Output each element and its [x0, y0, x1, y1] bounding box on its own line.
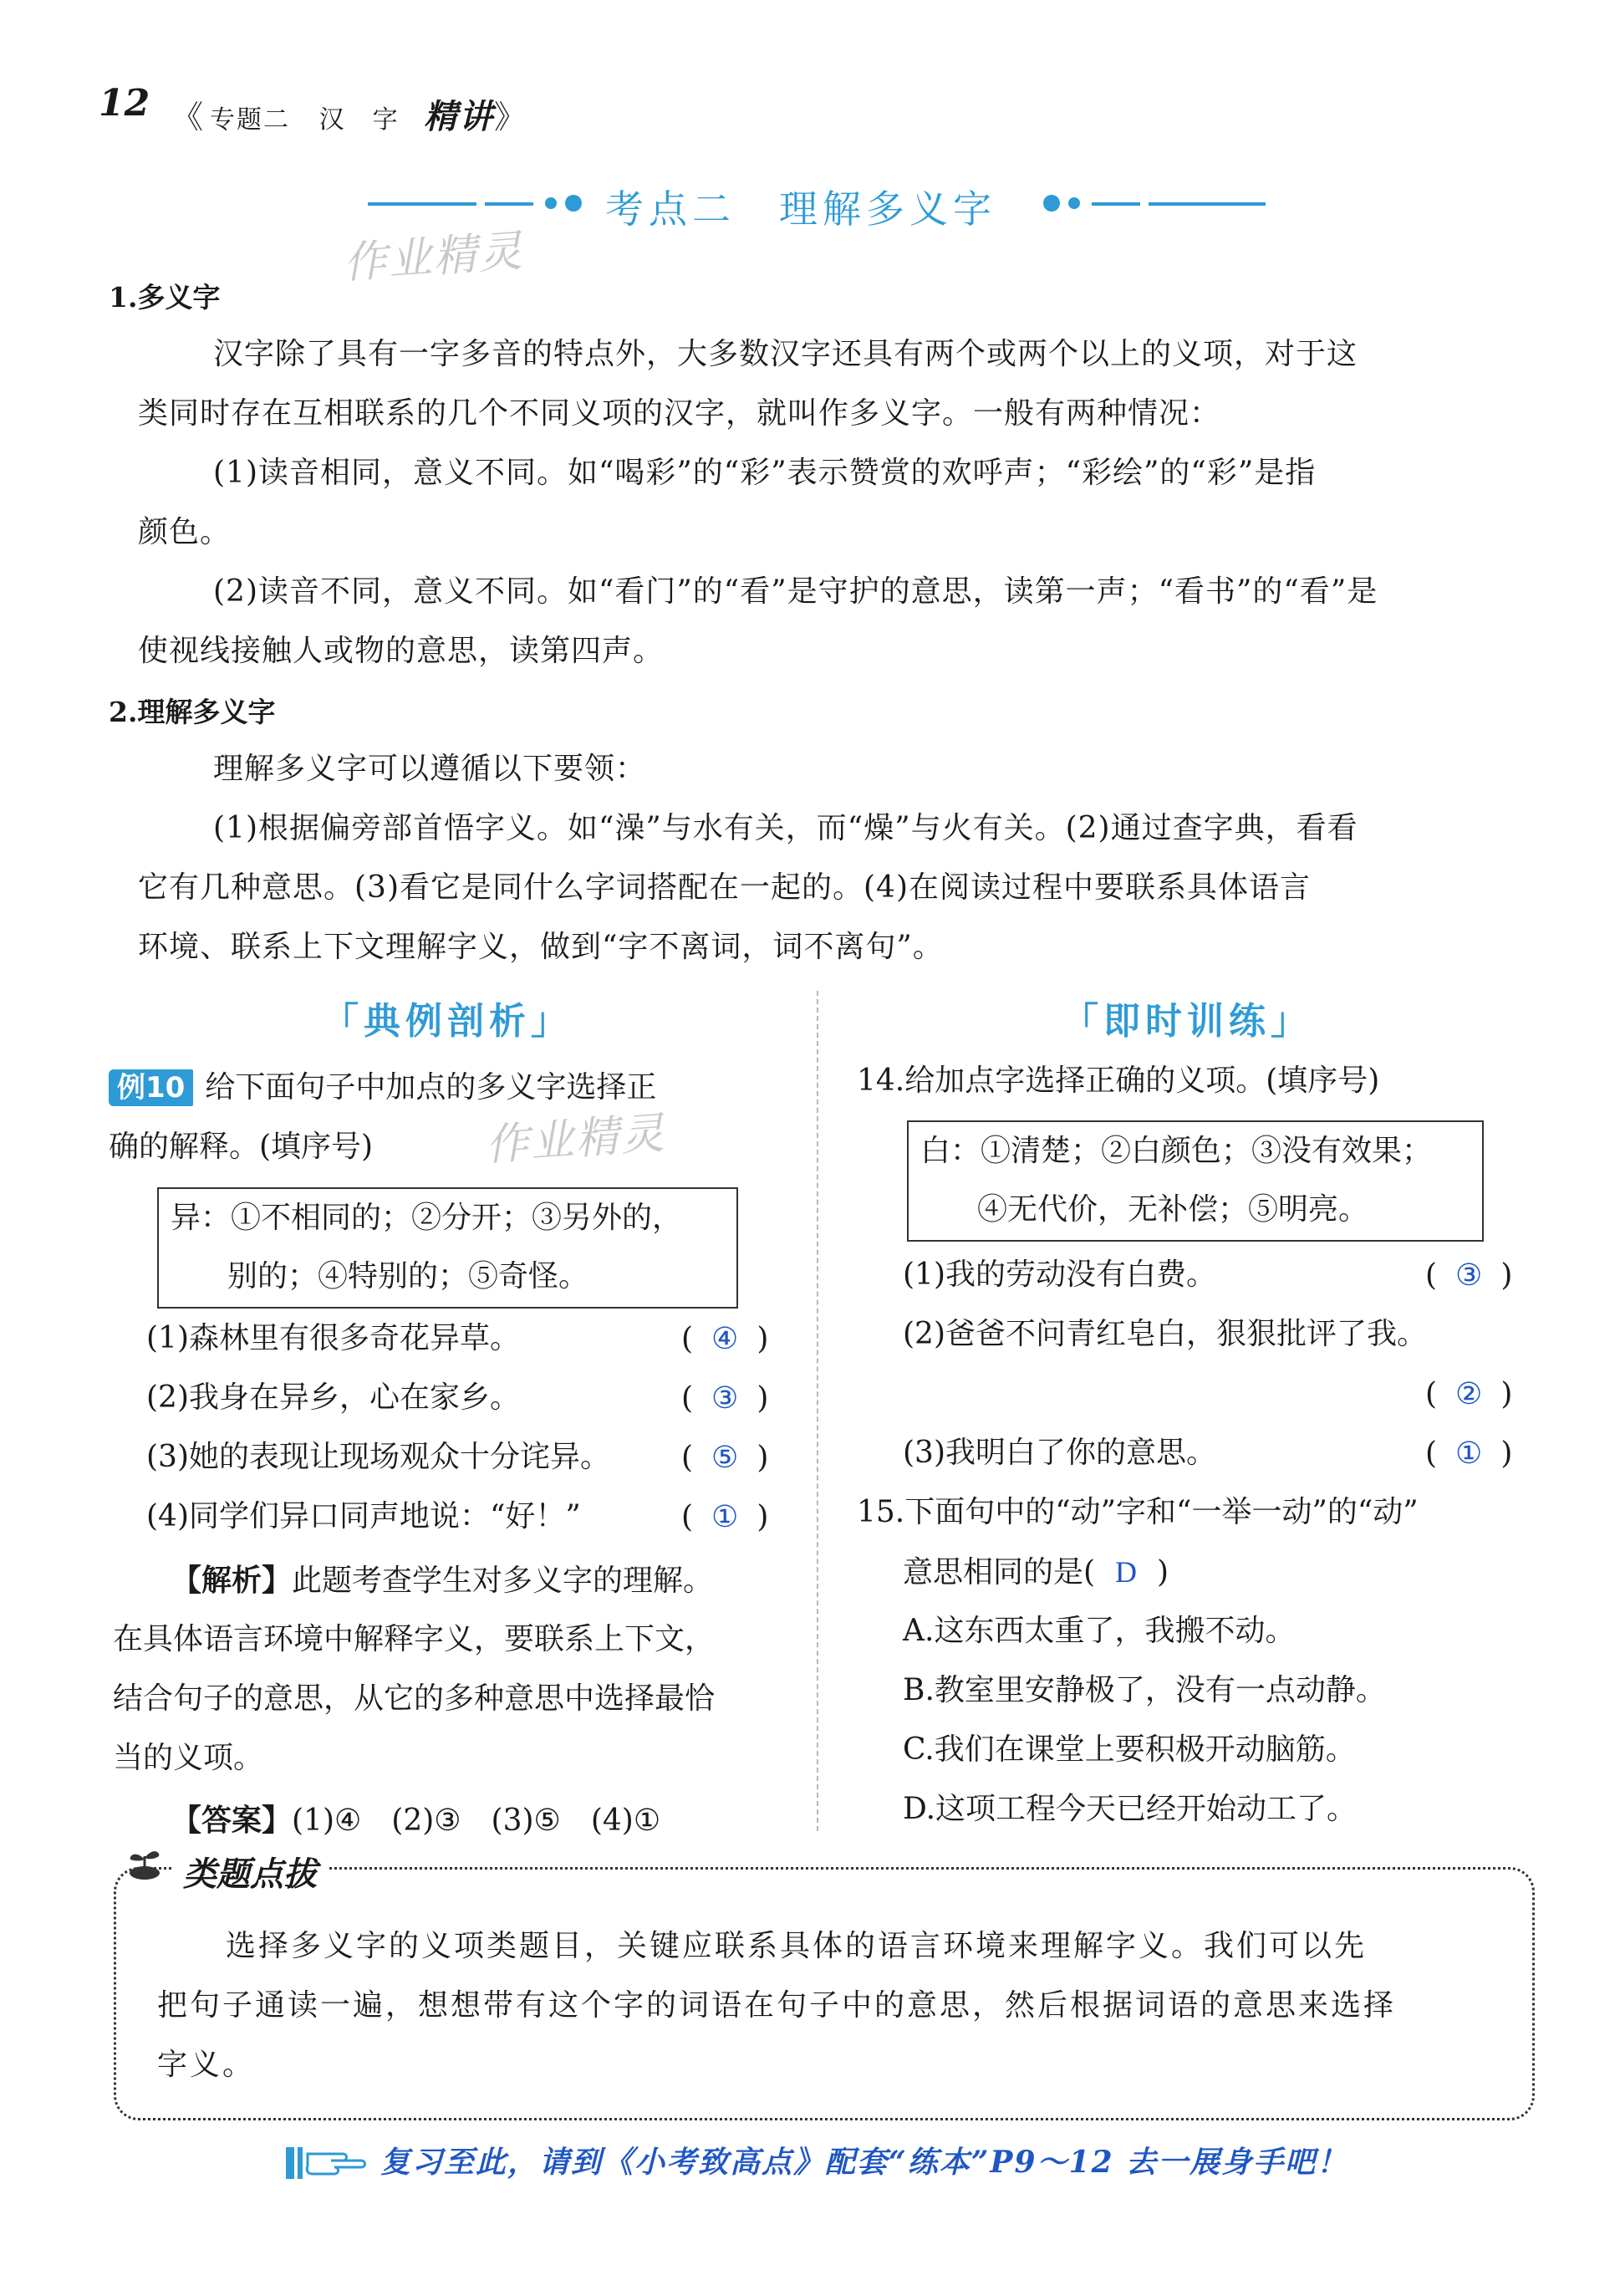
running-head: 《 专题二 汉 字 精讲》: [171, 97, 528, 136]
practice-item-1: (1)我的劳动没有白费。: [903, 1258, 1216, 1292]
option-a: A.这东西太重了，我搬不动。: [903, 1614, 1296, 1648]
topic-label: 专题二: [210, 105, 291, 135]
analysis-line-4: 当的义项。: [113, 1741, 264, 1775]
tip-line-3: 字义。: [157, 2048, 256, 2082]
example-question-l2: 确的解释。(填序号): [109, 1130, 374, 1164]
example-item-3: (3)她的表现让现场观众十分诧异。: [146, 1440, 610, 1474]
option-b: B.教室里安静极了，没有一点动静。: [903, 1673, 1386, 1707]
part1-line-1: 汉字除了具有一字多音的特点外，大多数汉字还具有两个或两个以上的义项，对于这: [213, 337, 1358, 371]
answer-line: 【答案】(1)④ (2)③ (3)⑤ (4)①: [171, 1803, 661, 1838]
jingjiang-mark: 精讲: [424, 97, 495, 136]
part1-line-3: (1)读音相同，意义不同。如“喝彩”的“彩”表示赞赏的欢呼声；“彩绘”的“彩”是指: [213, 456, 1317, 490]
subject-label: 汉 字: [318, 105, 400, 135]
example-item-1: (1)森林里有很多奇花异草。: [146, 1321, 520, 1355]
analysis-line-2: 在具体语言环境中解释字义，要联系上下文，: [113, 1622, 716, 1656]
part2-line-2: (1)根据偏旁部首悟字义。如“澡”与水有关，而“燥”与火有关。(2)通过查字典，看看: [213, 811, 1358, 845]
heading-understand: 2.理解多义字: [109, 696, 276, 728]
box-yi-line-1: 异：①不相同的；②分开；③另外的，: [171, 1201, 683, 1235]
box-bai-line-2: ④无代价，无补偿；⑤明亮。: [977, 1192, 1369, 1227]
practice-answer-3: ( ① ): [1425, 1436, 1513, 1471]
option-d: D.这项工程今天已经开始动工了。: [903, 1792, 1358, 1826]
example-title: 「典例剖析」: [322, 1000, 573, 1043]
question-15-answer: D: [1115, 1555, 1138, 1589]
practice-title: 「即时训练」: [1062, 1000, 1312, 1043]
part1-line-5: (2)读音不同，意义不同。如“看门”的“看”是守护的意思，读第一声；“看书”的“看”是: [213, 574, 1378, 609]
watermark-2: 作业精灵: [483, 1108, 668, 1171]
box-yi-line-2: 别的；④特别的；⑤奇怪。: [227, 1259, 589, 1293]
example-badge: 例10: [109, 1069, 193, 1106]
column-divider: [817, 991, 818, 1831]
example-item-4: (4)同学们异口同声地说：“好！”: [146, 1499, 581, 1533]
example-question-l1: 给下面句子中加点的多义字选择正: [205, 1070, 657, 1105]
example-answer-3: ( ⑤ ): [681, 1441, 769, 1475]
practice-answer-2: ( ② ): [1425, 1377, 1513, 1411]
heading-polysemy: 1.多义字: [109, 281, 221, 314]
part2-line-1: 理解多义字可以遵循以下要领：: [213, 752, 647, 786]
watermark: 作业精灵: [341, 226, 526, 289]
part1-line-4: 颜色。: [138, 515, 232, 549]
practice-answer-1: ( ③ ): [1425, 1258, 1513, 1293]
analysis-line-3: 结合句子的意思，从它的多种意思中选择最恰: [113, 1681, 716, 1716]
tip-line-2: 把句子通读一遍，想想带有这个字的词语在句子中的意思，然后根据词语的意思来选择: [157, 1988, 1397, 2023]
analysis-label: 【解析】: [171, 1563, 293, 1598]
example-answer-2: ( ③ ): [681, 1381, 769, 1416]
box-bai-line-1: 白：①清楚；②白颜色；③没有效果；: [920, 1134, 1433, 1168]
part1-line-6: 使视线接触人或物的意思，读第四声。: [138, 634, 665, 668]
sprout-icon: [124, 1841, 166, 1883]
example-answer-4: ( ① ): [681, 1500, 769, 1534]
answer-label: 【答案】: [171, 1803, 293, 1838]
example-answer-1: ( ④ ): [681, 1322, 769, 1356]
practice-item-2: (2)爸爸不问青红皂白，狠狠批评了我。: [903, 1317, 1427, 1351]
tip-line-1: 选择多义字的义项类题目，关键应联系具体的语言环境来理解字义。我们可以先: [226, 1929, 1368, 1963]
question-15-line-2: 意思相同的是( D ): [903, 1555, 1169, 1589]
footer-text: 复习至此，请到《小考致高点》配套“练本”P9～12 去一展身手吧！: [380, 2145, 1349, 2180]
tip-label: 类题点拔: [171, 1848, 329, 1895]
meaning-box-yi: [157, 1187, 738, 1309]
part1-line-2: 类同时存在互相联系的几个不同义项的汉字，就叫作多义字。一般有两种情况：: [138, 396, 1221, 431]
meaning-box-bai: [907, 1120, 1484, 1242]
practice-item-3: (3)我明白了你的意思。: [903, 1436, 1216, 1470]
part2-line-4: 环境、联系上下文理解字义，做到“字不离词，词不离句”。: [138, 930, 944, 964]
question-14: 14.给加点字选择正确的义项。(填序号): [857, 1064, 1380, 1098]
part2-line-3: 它有几种意思。(3)看它是同什么字词搭配在一起的。(4)在阅读过程中要联系具体语言: [138, 870, 1311, 905]
option-c: C.我们在课堂上要积极开动脑筋。: [903, 1732, 1356, 1767]
question-15: 15.下面句中的“动”字和“一举一动”的“动”: [857, 1495, 1419, 1529]
analysis-line-1: 【解析】此题考查学生对多义字的理解。: [171, 1563, 714, 1598]
example-item-2: (2)我身在异乡，心在家乡。: [146, 1380, 520, 1415]
section-title: 考点二 理解多义字: [605, 186, 996, 232]
page-number: 12: [99, 82, 150, 125]
